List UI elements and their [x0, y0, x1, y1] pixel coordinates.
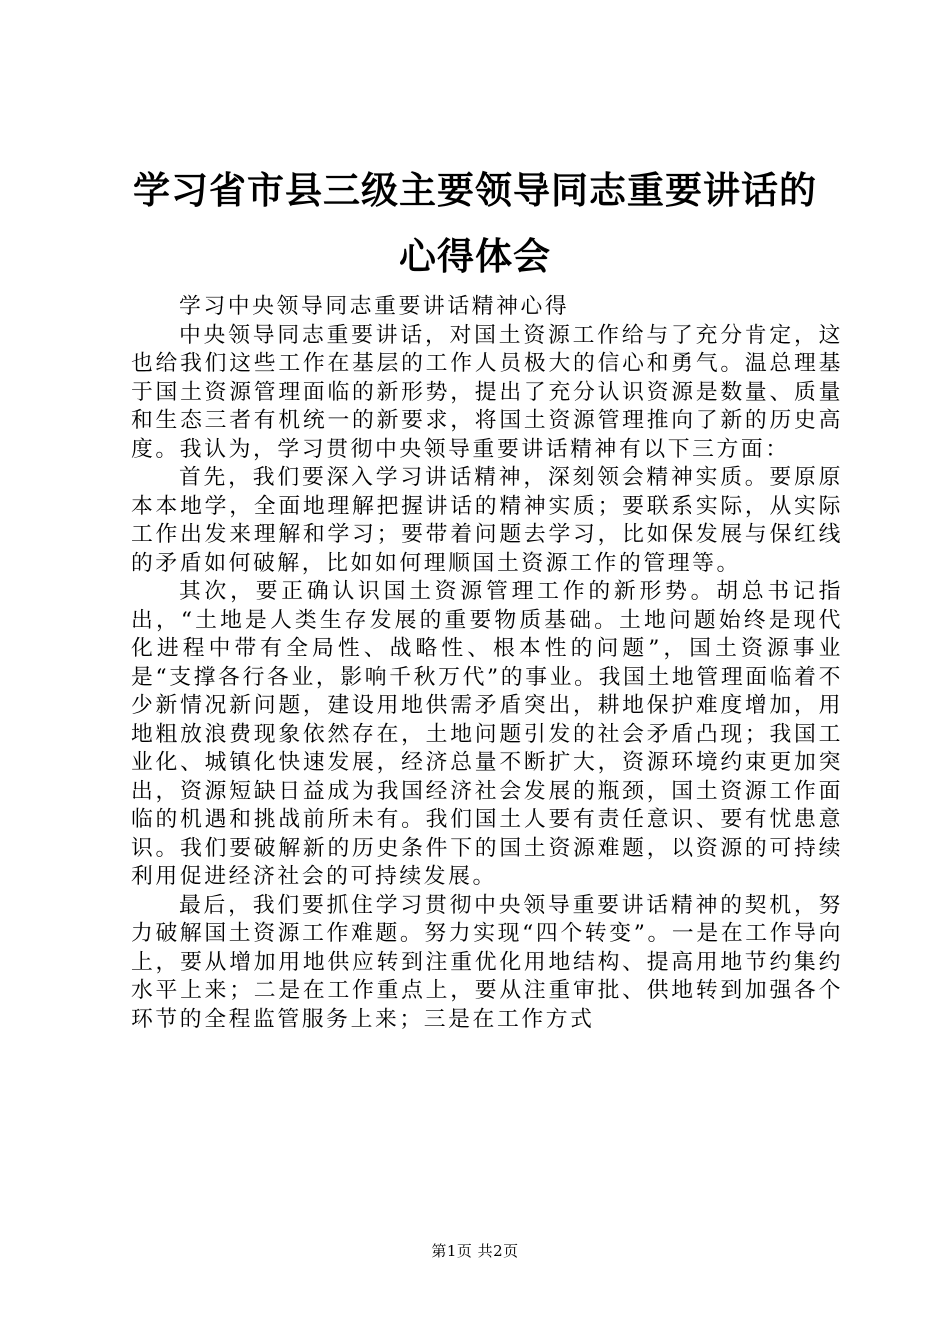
document-body	[131, 293, 843, 1034]
paragraph: 中央领导同志重要讲话，对国土资源工作给与了充分肯定，这也给我们这些工作在基层的工作人员极大的信心和勇气。温总理基于国土资源管理面临的新形势，提出了充分认识资源是数量、质量和生态三者有机统一的新要求，将国土资源管理推向了新的历史高度。我认为，学习贯彻中央领导重要讲话精神有以下三方面：	[131, 322, 843, 462]
paragraph: 最后，我们要抓住学习贯彻中央领导重要讲话精神的契机，努力破解国土资源工作难题。努力实现“四个转变”。一是在工作导向上，要从增加用地供应转到注重优化用地结构、提高用地节约集约水平上来；二是在工作重点上，要从注重审批、供地转到加强各个环节的全程监管服务上来；三是在工作方式	[131, 892, 843, 1032]
paragraph: 首先，我们要深入学习讲话精神，深刻领会精神实质。要原原本本地学，全面地理解把握讲话的精神实质；要联系实际，从实际工作出发来理解和学习；要带着问题去学习，比如保发展与保红线的矛盾如何破解，比如如何理顺国土资源工作的管理等。	[131, 465, 843, 576]
document-subtitle: 学习中央领导同志重要讲话精神心得	[178, 294, 570, 319]
page-footer: 第1页 共2页	[431, 1242, 519, 1260]
document-title: 学习省市县三级主要领导同志重要讲话的心得体会	[133, 169, 817, 278]
paragraph: 其次，要正确认识国土资源管理工作的新形势。胡总书记指出，“土地是人类生存发展的重要物质基础。土地问题始终是现代化进程中带有全局性、战略性、根本性的问题”，国土资源事业是“支撑各行各业，影响千秋万代”的事业。我国土地管理面临着不少新情况新问题，建设用地供需矛盾突出，耕地保护难度增加，用地粗放浪费现象依然存在，土地问题引发的社会矛盾凸现；我国工业化、城镇化快速发展，经济总量不断扩大，资源环境约束更加突出，资源短缺日益成为我国经济社会发展的瓶颈，国土资源工作面临的机遇和挑战前所未有。我们国土人要有责任意识、要有忧患意识。我们要破解新的历史条件下的国土资源难题，以资源的可持续利用促进经济社会的可持续发展。	[131, 579, 843, 889]
